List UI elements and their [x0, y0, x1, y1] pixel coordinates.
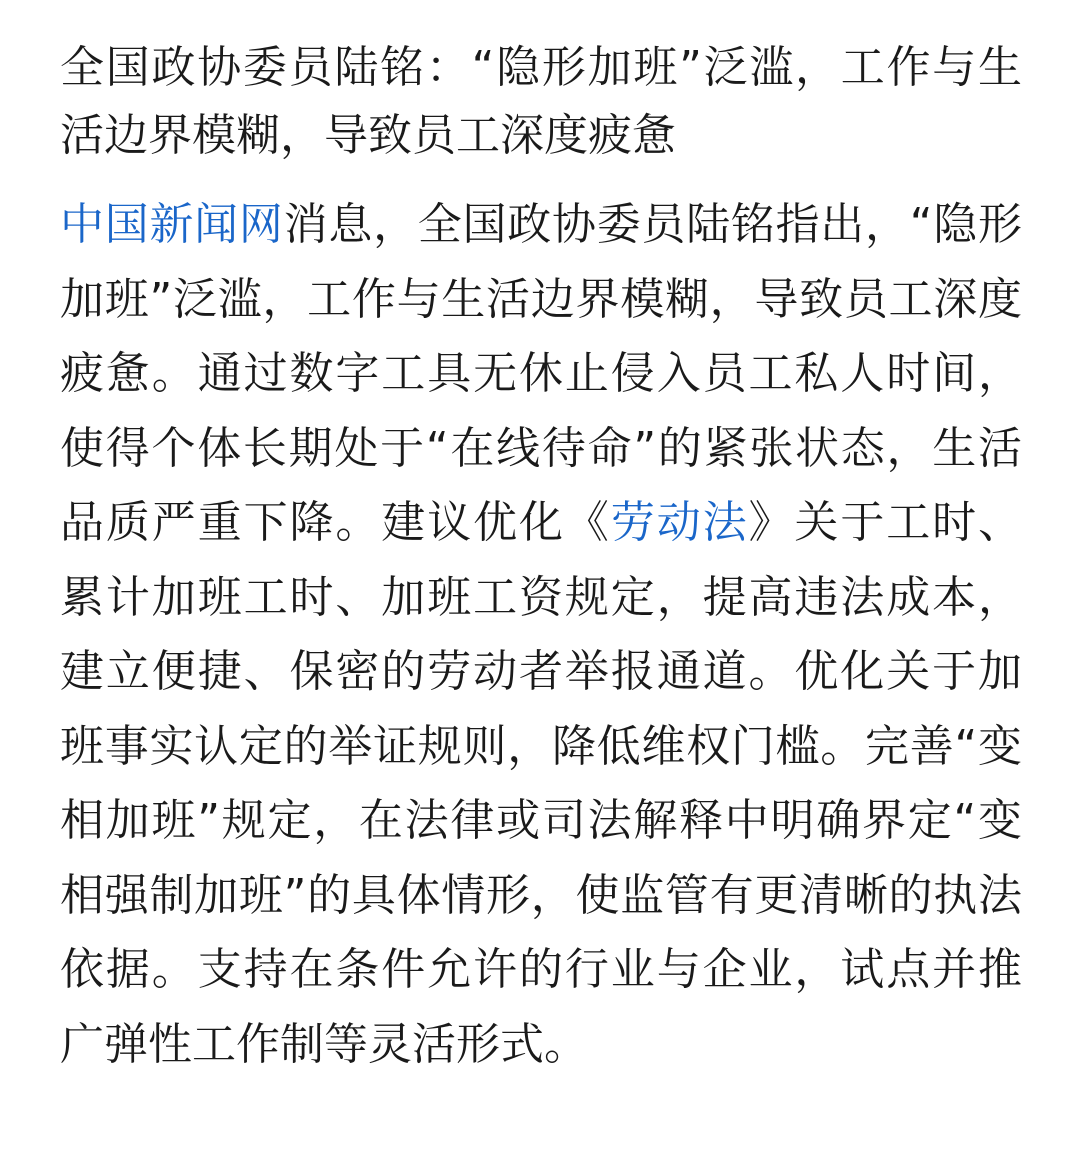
- article: [60, 34, 1022, 1082]
- body-text-part2: 》关于工时、累计加班工时、加班工资规定，提高违法成本，建立便捷、保密的劳动者举报通道。优化关于加班事实认定的举证规则，降低维权门槛。完善“变相加班”规定，在法律或司法解释中明确界定“变相强制加班”的具体情形，使监管有更清晰的执法依据。支持在条件允许的行业与企业，试点并推广弹性工作制等灵活形式。: [60, 497, 1023, 1070]
- body-text-part1: 消息，全国政协委员陆铭指出，“隐形加班”泛滥，工作与生活边界模糊，导致员工深度疲惫。通过数字工具无休止侵入员工私人时间，使得个体长期处于“在线待命”的紧张状态，生活品质严重下降。建议优化《: [60, 199, 1023, 548]
- source-link[interactable]: 中国新闻网: [60, 199, 284, 250]
- labor-law-link[interactable]: 劳动法: [610, 497, 749, 548]
- article-headline: 全国政协委员陆铭：“隐形加班”泛滥，工作与生活边界模糊，导致员工深度疲惫: [60, 42, 1022, 161]
- article-body: [60, 188, 1022, 1082]
